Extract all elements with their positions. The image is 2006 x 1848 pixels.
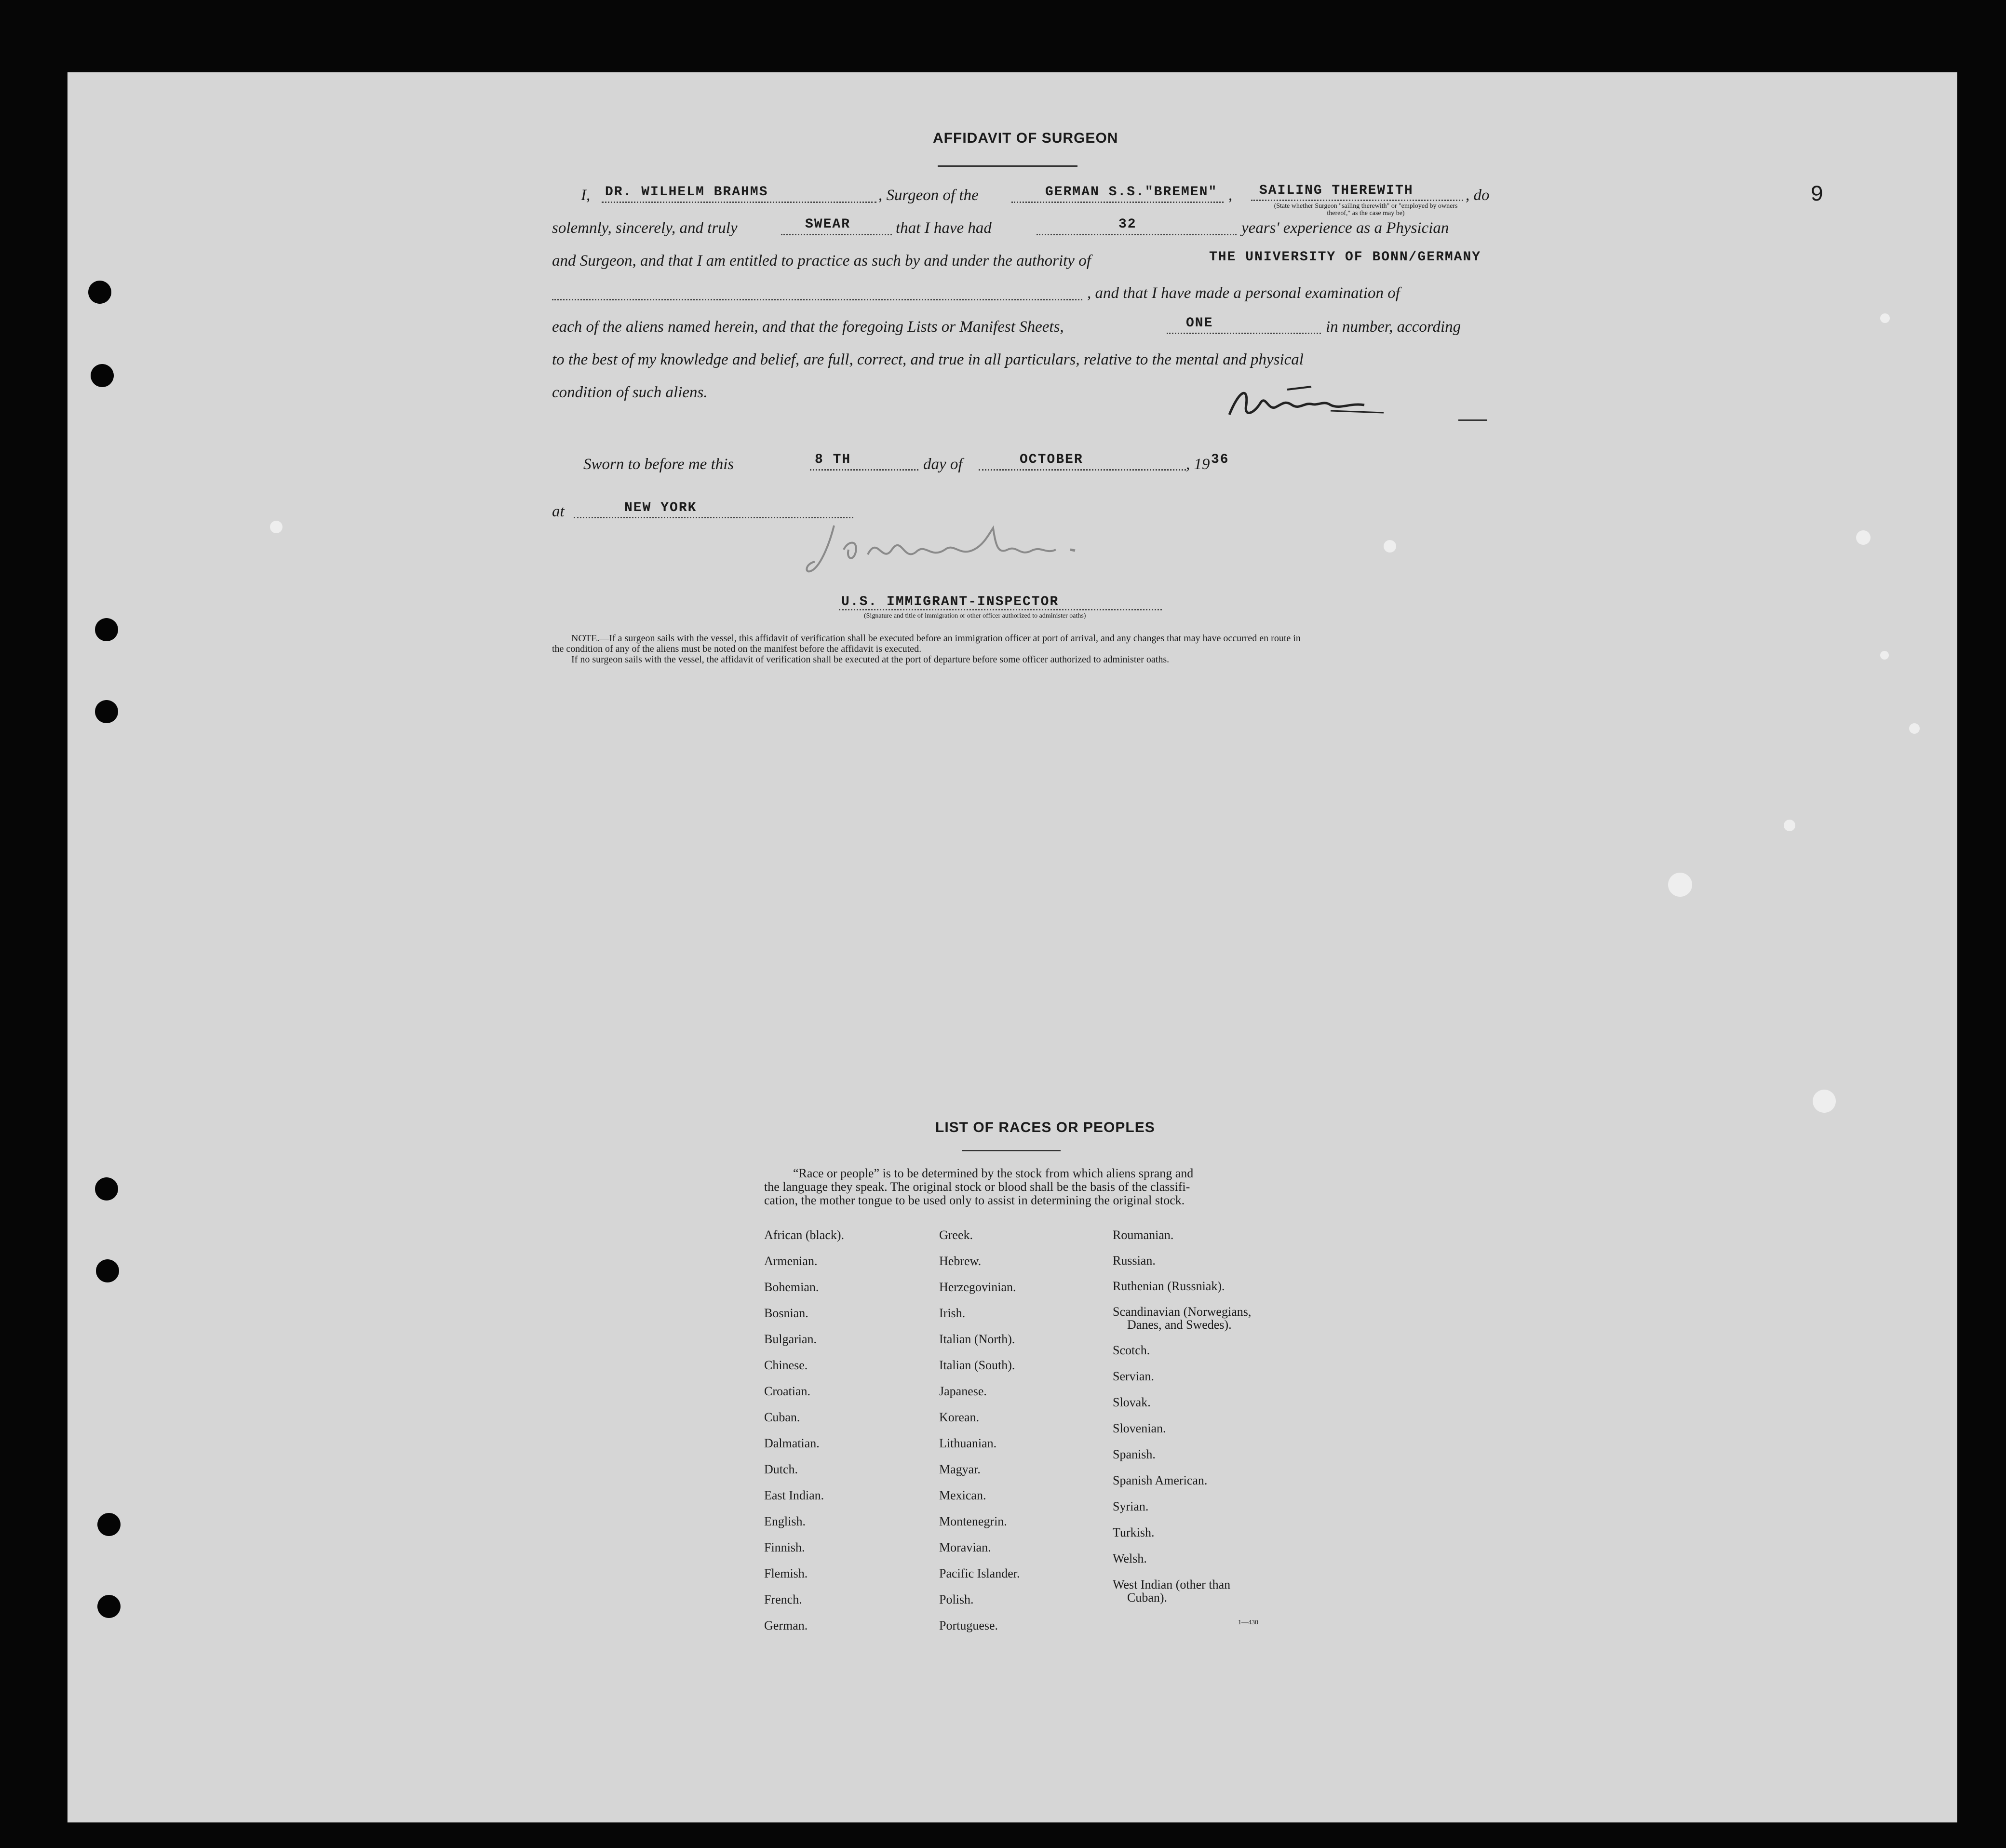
race-item: Cuban. [764, 1410, 800, 1424]
race-item: Croatian. [764, 1384, 811, 1398]
race-item: Irish. [939, 1306, 966, 1320]
race-item: Hebrew. [939, 1254, 982, 1268]
affidavit-text: each of the aliens named herein, and that the foregoing Lists or Manifest Sheets, [552, 318, 1064, 336]
fill-line [1167, 333, 1321, 334]
fill-line [1011, 202, 1224, 203]
binder-hole [96, 1259, 119, 1282]
scan-spot [1384, 540, 1396, 553]
race-item: Russian. [1113, 1254, 1156, 1268]
race-item: Syrian. [1113, 1499, 1149, 1513]
race-item: Spanish. [1113, 1447, 1156, 1461]
race-item: Spanish American. [1113, 1473, 1208, 1487]
affidavit-text: I, [581, 187, 591, 204]
intro-line: the language they speak. The original stock or blood shall be the basis of the classifi- [764, 1180, 1190, 1194]
race-item: East Indian. [764, 1488, 824, 1502]
at-text: at [552, 503, 565, 520]
fill-line [810, 469, 918, 471]
affidavit-text: condition of such aliens. [552, 384, 708, 401]
note-line: NOTE.—If a surgeon sails with the vessel, this affidavit of verification shall be executed before an immigration officer at port of arrival, and any changes that may have occurred en route in [571, 633, 1301, 644]
note-line: the condition of any of the aliens must be noted on the manifest before the affidavit is executed. [552, 644, 922, 654]
race-item: Moravian. [939, 1540, 991, 1554]
race-item: Korean. [939, 1410, 980, 1424]
sworn-month-field: OCTOBER [1020, 452, 1083, 467]
page-number: 9 [1810, 182, 1824, 207]
race-item: Polish. [939, 1592, 974, 1606]
race-item: Lithuanian. [939, 1436, 997, 1450]
race-item: Ruthenian (Russniak). [1113, 1279, 1225, 1293]
race-item: Portuguese. [939, 1619, 998, 1632]
sworn-year-field: 36 [1211, 452, 1229, 467]
affidavit-text: solemnly, sincerely, and truly [552, 219, 738, 237]
scan-spot [1668, 873, 1692, 897]
race-item: Chinese. [764, 1358, 808, 1372]
binder-hole [97, 1513, 121, 1536]
scan-spot [1784, 820, 1795, 831]
affidavit-text: to the best of my knowledge and belief, are full, correct, and true in all particulars, relative to the mental and physical [552, 351, 1304, 368]
races-column-1 [764, 1228, 844, 1645]
years-field: 32 [1118, 217, 1137, 232]
fill-line [781, 234, 892, 235]
race-item: Slovak. [1113, 1395, 1151, 1409]
race-item: Finnish. [764, 1540, 805, 1554]
sworn-text: day of [923, 456, 963, 473]
race-item: Danes, and Swedes). [1127, 1318, 1232, 1332]
surgeon-name-field: DR. WILHELM BRAHMS [605, 185, 768, 200]
binder-hole [91, 364, 114, 387]
oath-field: SWEAR [805, 217, 851, 232]
race-item: Italian (South). [939, 1358, 1015, 1372]
race-item: Cuban). [1127, 1591, 1168, 1605]
affidavit-text: that I have had [896, 219, 992, 237]
race-item: Armenian. [764, 1254, 818, 1268]
race-item: Bulgarian. [764, 1332, 817, 1346]
form-number: 1—430 [1238, 1619, 1258, 1626]
race-item: French. [764, 1592, 802, 1606]
race-item: Servian. [1113, 1369, 1154, 1383]
vessel-name-field: GERMAN S.S."BREMEN" [1045, 185, 1218, 200]
race-item: Montenegrin. [939, 1514, 1007, 1528]
race-item: Magyar. [939, 1462, 981, 1476]
sheet-count-field: ONE [1186, 316, 1213, 331]
race-item: Mexican. [939, 1488, 986, 1502]
race-item: Bosnian. [764, 1306, 808, 1320]
intro-line: cation, the mother tongue to be used only to assist in determining the original stock. [764, 1193, 1185, 1207]
race-item: Bohemian. [764, 1280, 819, 1294]
affidavit-text: , [1228, 187, 1233, 204]
race-item: Dalmatian. [764, 1436, 820, 1450]
intro-line: “Race or people” is to be determined by the stock from which aliens sprang and [793, 1166, 1194, 1180]
scan-spot [1909, 723, 1920, 734]
scan-spot [1880, 313, 1890, 323]
signature-line [1458, 419, 1487, 421]
fill-line [602, 202, 876, 203]
sworn-day-field: 8 TH [815, 452, 851, 467]
races-title: LIST OF RACES OR PEOPLES [935, 1120, 1155, 1135]
fill-line [1037, 234, 1237, 235]
surgeon-status-field: SAILING THEREWITH [1259, 183, 1414, 198]
surgeon-signature [1220, 381, 1403, 424]
authority-field: THE UNIVERSITY OF BONN/GERMANY [1209, 250, 1481, 265]
race-item: Greek. [939, 1228, 973, 1242]
race-item: West Indian (other than [1113, 1578, 1231, 1592]
scan-spot [1856, 530, 1871, 545]
title-rule [938, 165, 1077, 167]
inspector-caption: (Signature and title of immigration or other officer authorized to administer oaths) [864, 612, 1086, 620]
binder-hole [95, 700, 118, 723]
title-rule [962, 1150, 1061, 1151]
race-item: Welsh. [1113, 1551, 1147, 1565]
binder-hole [97, 1595, 121, 1618]
binder-hole [95, 618, 118, 641]
status-note: (State whether Surgeon "sailing therewith" or "employed by owners thereof," as the case may be) [1274, 202, 1458, 217]
fill-line [1251, 200, 1463, 201]
race-item: Roumanian. [1113, 1228, 1174, 1242]
race-item: Pacific Islander. [939, 1566, 1020, 1580]
scan-spot [1880, 651, 1889, 660]
affidavit-text: in number, according [1326, 318, 1461, 336]
fill-line [979, 469, 1186, 471]
affidavit-text: and Surgeon, and that I am entitled to practice as such by and under the authority of [552, 252, 1091, 270]
race-item: English. [764, 1514, 806, 1528]
binder-hole [95, 1177, 118, 1201]
race-item: Japanese. [939, 1384, 987, 1398]
fill-line [839, 609, 1162, 610]
race-item: Italian (North). [939, 1332, 1015, 1346]
races-intro [764, 1167, 1285, 1207]
affidavit-text: , do [1466, 187, 1490, 204]
affidavit-text: , and that I have made a personal examination of [1087, 284, 1400, 302]
affidavit-title: AFFIDAVIT OF SURGEON [933, 130, 1118, 146]
race-item: German. [764, 1619, 808, 1632]
race-item: African (black). [764, 1228, 845, 1242]
race-item: Slovenian. [1113, 1421, 1166, 1435]
sworn-text: , 19 [1186, 456, 1210, 473]
inspector-title: U.S. IMMIGRANT-INSPECTOR [841, 594, 1059, 609]
race-item: Dutch. [764, 1462, 798, 1476]
races-column-3 [1113, 1228, 1251, 1604]
inspector-signature [800, 516, 1157, 583]
race-item: Turkish. [1113, 1525, 1155, 1539]
race-item: Herzegovinian. [939, 1280, 1016, 1294]
race-item: Scotch. [1113, 1343, 1150, 1357]
race-item: Scandinavian (Norwegians, [1113, 1305, 1252, 1319]
affidavit-text: , Surgeon of the [878, 187, 979, 204]
scan-spot [1813, 1090, 1836, 1113]
fill-line [552, 299, 1082, 300]
race-item: Flemish. [764, 1566, 808, 1580]
place-field: NEW YORK [624, 500, 697, 515]
scan-spot [270, 521, 283, 533]
races-column-2 [939, 1228, 1020, 1645]
affidavit-text: years' experience as a Physician [1241, 219, 1449, 237]
note-line: If no surgeon sails with the vessel, the affidavit of verification shall be executed at the port of departure before some officer authorized to administer oaths. [571, 654, 1170, 665]
binder-hole [88, 281, 111, 304]
sworn-text: Sworn to before me this [583, 456, 734, 473]
